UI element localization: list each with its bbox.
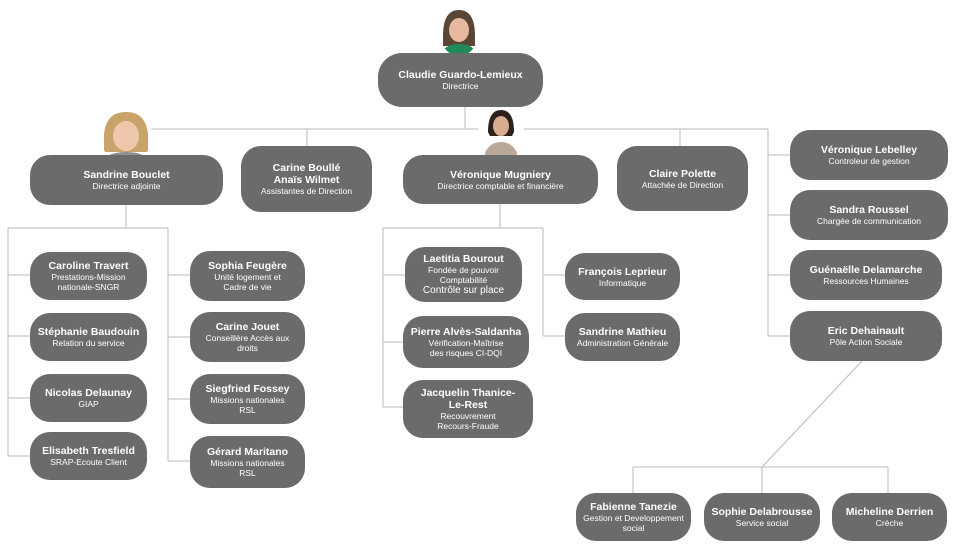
thanice-name-1: Jacquelin Thanice- bbox=[420, 387, 516, 399]
fossey-name: Siegfried Fossey bbox=[205, 383, 290, 395]
node-feugere bbox=[190, 251, 305, 301]
node-saldanha bbox=[403, 316, 529, 368]
social-action-name: Eric Dehainault bbox=[827, 325, 905, 337]
node-maritano bbox=[190, 436, 305, 488]
feugere-role-2: Cadre de vie bbox=[223, 282, 272, 292]
tresfield-role: SRAP-Ecoute Client bbox=[50, 457, 127, 467]
maritano-role-2: RSL bbox=[239, 468, 256, 478]
node-delabrousse bbox=[704, 493, 820, 541]
node-baudouin bbox=[30, 313, 147, 361]
saldanha-role-1: Vérification-Maîtrise bbox=[428, 338, 504, 348]
deputy-name: Sandrine Bouclet bbox=[83, 169, 170, 181]
maritano-name: Gérard Maritano bbox=[206, 446, 289, 458]
derrien-role: Crèche bbox=[875, 518, 904, 528]
attachee-role: Attachée de Direction bbox=[641, 179, 724, 190]
delaunay-name: Nicolas Delaunay bbox=[45, 387, 132, 399]
travert-role-1: Prestations-Mission bbox=[51, 272, 126, 282]
tanezie-role-2: social bbox=[622, 523, 645, 533]
feugere-name: Sophia Feugère bbox=[208, 260, 287, 272]
node-hr bbox=[790, 250, 942, 300]
tresfield-name: Elisabeth Tresfield bbox=[42, 445, 135, 457]
delabrousse-role: Service social bbox=[735, 518, 789, 528]
bourout-role-2: Comptabilité bbox=[439, 274, 488, 285]
travert-name: Caroline Travert bbox=[48, 260, 129, 272]
leprieur-role: Informatique bbox=[598, 277, 647, 288]
jouet-name: Carine Jouet bbox=[215, 321, 280, 333]
controller-name: Véronique Lebelley bbox=[820, 144, 918, 156]
social-action-role: Pôle Action Sociale bbox=[829, 337, 903, 347]
assistants-name-2: Anaïs Wilmet bbox=[273, 174, 340, 186]
bourout-role-3: Contrôle sur place bbox=[422, 284, 505, 296]
hr-role: Ressources Humaines bbox=[823, 276, 909, 286]
delaunay-role: GIAP bbox=[78, 399, 99, 409]
accounting-director-role: Directrice comptable et financière bbox=[437, 180, 564, 191]
node-delaunay bbox=[30, 374, 147, 422]
controller-role: Controleur de gestion bbox=[828, 156, 910, 166]
jouet-role-1: Conseillère Accès aux bbox=[205, 333, 290, 343]
node-tresfield bbox=[30, 432, 147, 480]
node-mathieu bbox=[565, 313, 680, 361]
node-fossey bbox=[190, 374, 305, 424]
baudouin-role: Relation du service bbox=[52, 338, 125, 348]
assistants-role: Assistantes de Direction bbox=[260, 186, 353, 196]
director-role: Directrice bbox=[442, 81, 479, 91]
node-social-action bbox=[790, 311, 942, 361]
node-leprieur bbox=[565, 253, 680, 300]
feugere-role-1: Unité logement et bbox=[214, 272, 281, 282]
mathieu-name: Sandrine Mathieu bbox=[578, 326, 667, 338]
director-photo-icon bbox=[439, 6, 479, 56]
accounting-director-photo-icon bbox=[478, 106, 524, 162]
tanezie-name: Fabienne Tanezie bbox=[590, 501, 677, 513]
delabrousse-name: Sophie Delabrousse bbox=[711, 506, 813, 518]
jouet-role-2: droits bbox=[237, 343, 258, 353]
saldanha-role-2: des risques CI-DQI bbox=[429, 348, 503, 358]
mathieu-role: Administration Générale bbox=[576, 338, 669, 348]
bourout-role-1: Fondée de pouvoir bbox=[428, 264, 499, 275]
node-jouet bbox=[190, 312, 305, 362]
node-assistants bbox=[241, 146, 372, 212]
tanezie-role-1: Gestion et Developpement bbox=[583, 513, 684, 523]
fossey-role-1: Missions nationales bbox=[210, 395, 285, 405]
node-accounting-director bbox=[403, 155, 598, 204]
maritano-role-1: Missions nationales bbox=[210, 458, 285, 468]
bourout-name: Laetitia Bourout bbox=[423, 252, 504, 265]
thanice-role-2: Recours-Fraude bbox=[437, 421, 499, 431]
travert-role-2: nationale-SNGR bbox=[57, 282, 120, 292]
node-thanice bbox=[403, 380, 533, 438]
thanice-name-2: Le-Rest bbox=[448, 399, 488, 411]
derrien-name: Micheline Derrien bbox=[845, 506, 934, 518]
saldanha-name: Pierre Alvès-Saldanha bbox=[410, 326, 522, 338]
node-controller bbox=[790, 130, 948, 180]
accounting-director-name: Véronique Mugniery bbox=[450, 168, 551, 181]
baudouin-name: Stéphanie Baudouin bbox=[37, 326, 140, 338]
communication-role: Chargée de communication bbox=[817, 216, 921, 226]
node-tanezie bbox=[576, 493, 691, 541]
node-derrien bbox=[832, 493, 947, 541]
communication-name: Sandra Roussel bbox=[829, 204, 909, 216]
deputy-role: Directrice adjointe bbox=[92, 181, 161, 191]
node-communication bbox=[790, 190, 948, 240]
node-director bbox=[378, 53, 543, 107]
thanice-role-1: Recouvrement bbox=[440, 411, 496, 421]
node-deputy bbox=[30, 155, 223, 205]
hr-name: Guénaëlle Delamarche bbox=[809, 264, 923, 276]
director-name: Claudie Guardo-Lemieux bbox=[398, 69, 523, 81]
attachee-name: Claire Polette bbox=[648, 167, 717, 180]
node-travert bbox=[30, 252, 147, 300]
fossey-role-2: RSL bbox=[239, 405, 256, 415]
assistants-name-1: Carine Boullé bbox=[272, 162, 341, 174]
node-bourout bbox=[405, 247, 522, 302]
leprieur-name: François Leprieur bbox=[578, 265, 667, 278]
node-attachee bbox=[617, 146, 748, 211]
